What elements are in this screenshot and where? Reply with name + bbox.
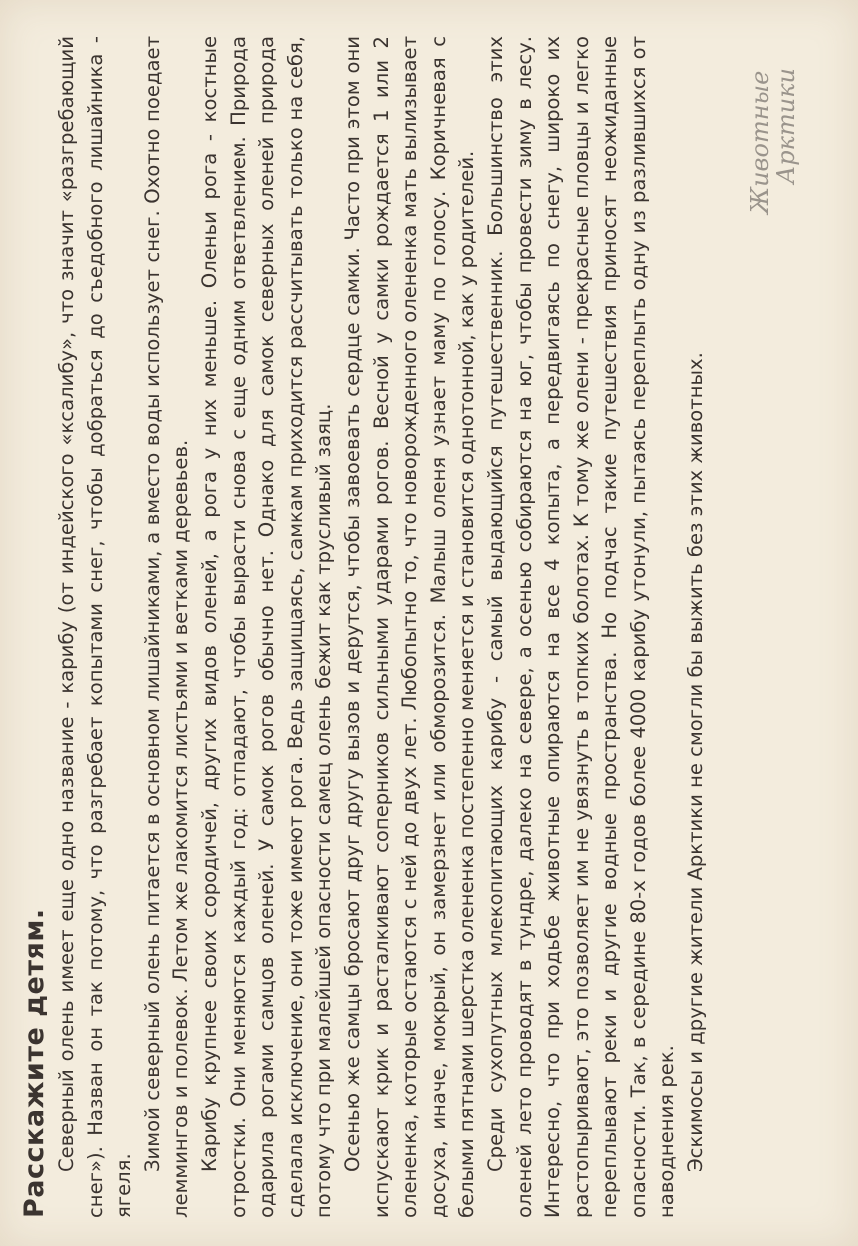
rotated-text-block [19,28,839,1218]
paragraph: Северный олень имеет еще одно название - карибу (от индейского «ксалибу», что значит «разгребающий снег»). Назван он так потому, что разгребает копытами снег, чтобы добраться до съедобного лишайника - ягеля. [55,36,136,1218]
page-title: Расскажите детям. [19,908,50,1218]
paragraph: Эскимосы и другие жители Арктики не смогли бы выжить без этих животных. [684,352,708,1172]
paragraph: Зимой северный олень питается в основном лишайниками, а вместо воды использует снег. Охотно поедает леммингов и полевок. Летом же лакомится листьями и ветками деревьев. [140,36,193,1218]
signature-line: Арктики [772,68,800,184]
paragraph: Осенью же самцы бросают друг другу вызов и дерутся, чтобы завоевать сердце самки. Часто при этом они испускают крик и расталкивают соперников сильными ударами рогов. Весной у самки рождается 1 или 2 олененка, которые остаются с ней до двух лет. Любопытно то, что новорожденного олененка мать вылизывает досуха, иначе, мокрый, он замерзнет или обморозится. Малыш оленя узнает маму по голосу. Коричневая с белыми пятнами шерстка олененка постепенно меняется и становится однотонной, как у родителей. [340,36,479,1218]
signature [747,68,799,214]
article-body [53,28,711,1218]
signature-line: Животные [746,70,774,214]
paragraph: Карибу крупнее своих сородичей, других видов оленей, а рога у них меньше. Оленьи рога - костные отростки. Они меняются каждый год: отпадают, чтобы вырасти снова с еще одним ответвлением. Природа одарила рогами самцов оленей. У самок рогов обычно нет. Однако для самок северных оленей природа сделала исключение, они тоже имеют рога. Ведь защищаясь, самкам приходится рассчитывать только на себя, потому что при малейшей опасности самец олень бежит как трусливый заяц. [197,36,336,1218]
paragraph: Среди сухопутных млекопитающих карибу - самый выдающийся путешественник. Большинство этих оленей лето проводят в тундре, далеко на севере, а осенью собираются на юг, чтобы провести зиму в лесу. Интересно, что при ходьбе животные опираются на все 4 копыта, а передвигаясь по снегу, широко их растопыривают, это позволяет им не увязнуть в топких болотах. К тому же олени - прекрасные пловцы и легко переплывают реки и другие водные пространства. Но подчас такие путешествия приносят неожиданные опасности. Так, в середине 80-х годов более 4000 карибу утонули, пытаясь переплыть одну из разлившихся от наводнения рек. [483,36,679,1218]
